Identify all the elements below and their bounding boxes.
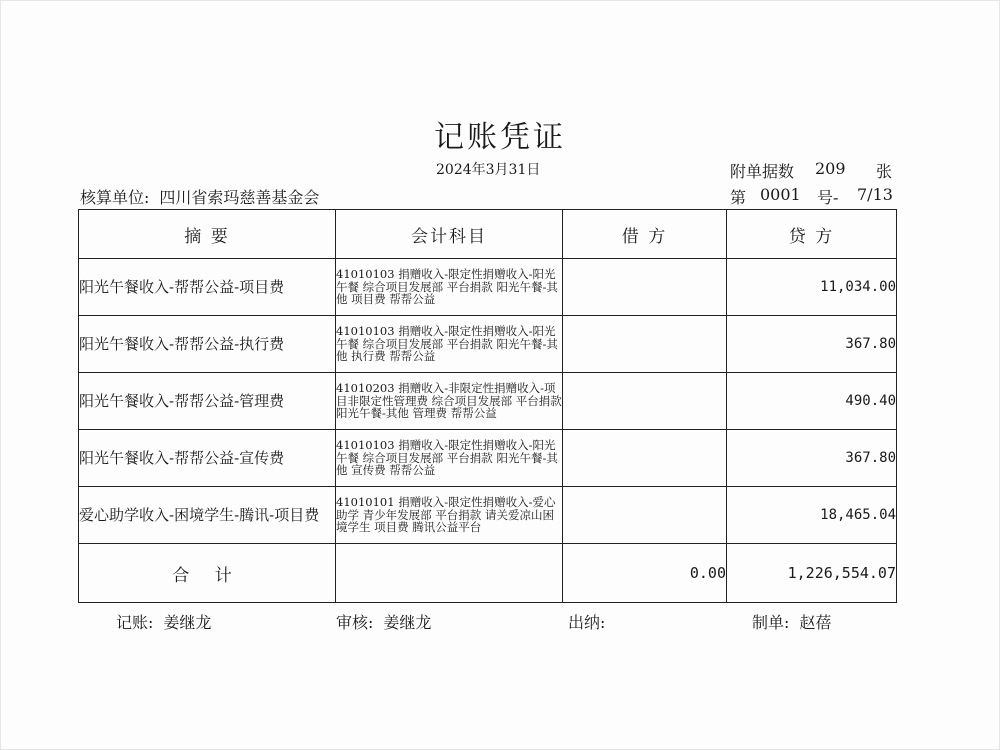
bookkeeper-sign — [116, 610, 211, 633]
voucher-no-suffix: 号- — [817, 188, 839, 207]
bookkeeper-name: 姜继龙 — [163, 613, 212, 632]
row-credit: 18,465.04 — [727, 487, 897, 544]
row-debit — [563, 259, 727, 316]
voucher-table — [78, 209, 897, 603]
row-credit: 367.80 — [727, 430, 897, 487]
row-debit — [563, 373, 727, 430]
table-row — [79, 259, 897, 316]
row-account: 41010103 捐赠收入-限定性捐赠收入-阳光午餐 综合项目发展部 平台捐款 阳光午餐-其他 执行费 帮帮公益 — [336, 316, 563, 373]
attachment-label: 附单据数 — [730, 162, 795, 181]
row-summary: 爱心助学收入-困境学生-腾讯-项目费 — [79, 487, 336, 544]
voucher-date: 2024年3月31日 — [436, 162, 541, 178]
accounting-unit-name: 四川省索玛慈善基金会 — [159, 188, 320, 207]
header-summary: 摘 要 — [79, 210, 336, 259]
voucher-title: 记账凭证 — [434, 120, 566, 155]
total-debit: 0.00 — [563, 544, 727, 603]
attachment-unit: 张 — [876, 162, 893, 181]
voucher-no: 0001 — [760, 185, 801, 204]
row-summary: 阳光午餐收入-帮帮公益-管理费 — [79, 373, 336, 430]
header-account: 会计科目 — [336, 210, 563, 259]
row-summary: 阳光午餐收入-帮帮公益-宣传费 — [79, 430, 336, 487]
preparer-sign — [752, 610, 831, 633]
row-credit: 490.40 — [727, 373, 897, 430]
row-summary: 阳光午餐收入-帮帮公益-项目费 — [79, 259, 336, 316]
row-credit: 11,034.00 — [727, 259, 897, 316]
row-debit — [563, 487, 727, 544]
preparer-label: 制单: — [752, 613, 790, 632]
reviewer-sign — [336, 610, 431, 633]
row-debit — [563, 430, 727, 487]
cashier-sign — [568, 610, 615, 633]
accounting-unit-line — [80, 185, 319, 208]
header-debit: 借 方 — [563, 210, 727, 259]
total-label: 合 计 — [79, 544, 336, 603]
table-row — [79, 316, 897, 373]
row-account: 41010101 捐赠收入-限定性捐赠收入-爱心助学 青少年发展部 平台捐款 请关爱凉山困境学生 项目费 腾讯公益平台 — [336, 487, 563, 544]
total-credit: 1,226,554.07 — [727, 544, 897, 603]
reviewer-name: 姜继龙 — [383, 613, 432, 632]
accounting-unit-label: 核算单位: — [80, 188, 150, 207]
total-blank — [336, 544, 563, 603]
reviewer-label: 审核: — [336, 613, 374, 632]
table-row — [79, 487, 897, 544]
table-row — [79, 430, 897, 487]
attachment-count-line — [730, 159, 893, 182]
attachment-count: 209 — [815, 159, 846, 178]
voucher-number-line — [730, 185, 900, 208]
voucher-page: 7/13 — [857, 185, 893, 204]
header-row — [79, 210, 897, 259]
header-credit: 贷 方 — [727, 210, 897, 259]
total-row — [79, 544, 897, 603]
row-summary: 阳光午餐收入-帮帮公益-执行费 — [79, 316, 336, 373]
cashier-label: 出纳: — [568, 613, 606, 632]
row-debit — [563, 316, 727, 373]
row-account: 41010103 捐赠收入-限定性捐赠收入-阳光午餐 综合项目发展部 平台捐款 阳光午餐-其他 宣传费 帮帮公益 — [336, 430, 563, 487]
row-account: 41010103 捐赠收入-限定性捐赠收入-阳光午餐 综合项目发展部 平台捐款 阳光午餐-其他 项目费 帮帮公益 — [336, 259, 563, 316]
voucher-no-prefix: 第 — [730, 188, 747, 207]
bookkeeper-label: 记账: — [116, 613, 154, 632]
row-credit: 367.80 — [727, 316, 897, 373]
row-account: 41010203 捐赠收入-非限定性捐赠收入-项目非限定性管理费 综合项目发展部 平台捐款 阳光午餐-其他 管理费 帮帮公益 — [336, 373, 563, 430]
preparer-name: 赵蓓 — [799, 613, 832, 632]
table-row — [79, 373, 897, 430]
